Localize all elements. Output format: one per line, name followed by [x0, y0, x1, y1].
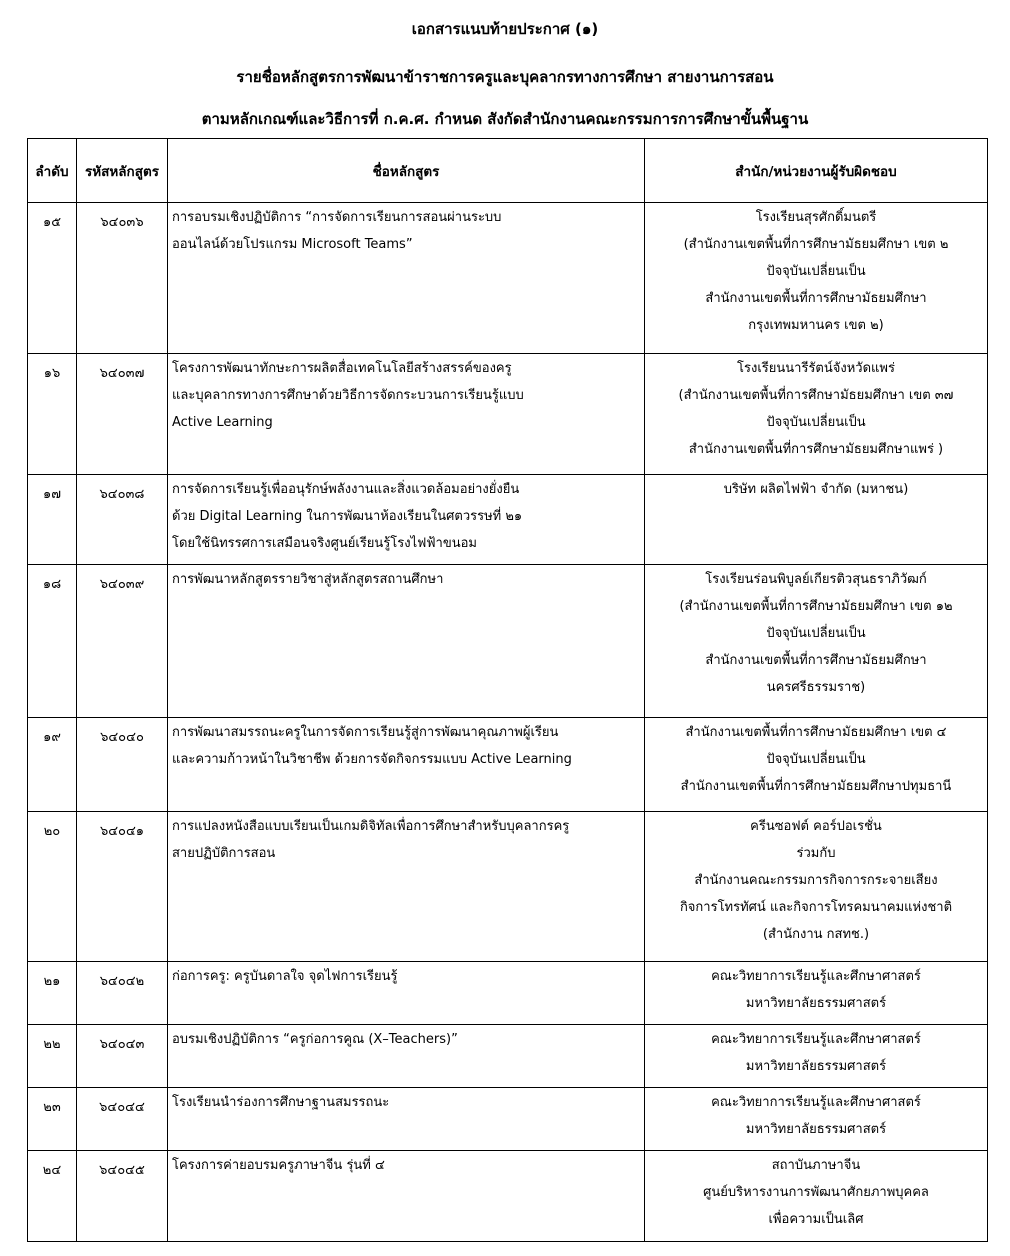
course-name-line: ก่อการครู: ครูบันดาลใจ จุดไฟการเรียนรู้: [172, 969, 398, 984]
row-number: ๑๘: [28, 565, 77, 718]
course-name-line: การพัฒนาหลักสูตรรายวิชาสู่หลักสูตรสถานศึกษา: [172, 572, 444, 587]
document-subtitle: รายชื่อหลักสูตรการพัฒนาข้าราชการครูและบุคลากรทางการศึกษา สายงานการสอน: [236, 68, 774, 86]
course-name-line: โดยใช้นิทรรศการเสมือนจริงศูนย์เรียนรู้โรงไฟฟ้าขนอม: [172, 536, 478, 551]
table-row: [28, 812, 988, 962]
agency-line: มหาวิทยาลัยธรรมศาสตร์: [745, 996, 887, 1011]
responsible-agency: [645, 354, 988, 475]
agency-line: ปัจจุบันเปลี่ยนเป็น: [766, 626, 866, 641]
table-header-row: [28, 139, 988, 203]
agency-line: นครศรีธรรมราช): [766, 680, 866, 695]
table-row: [28, 354, 988, 475]
agency-line: ศูนย์บริหารงานการพัฒนาศักยภาพบุคคล: [703, 1185, 929, 1200]
agency-line: สถาบันภาษาจีน: [771, 1158, 861, 1173]
row-number: ๑๙: [28, 718, 77, 812]
responsible-agency: [645, 1088, 988, 1151]
agency-line: ปัจจุบันเปลี่ยนเป็น: [766, 752, 866, 767]
agency-line: โรงเรียนสุรศักดิ์มนตรี: [755, 210, 877, 225]
agency-line: สำนักงานคณะกรรมการกิจการกระจายเสียง: [694, 873, 938, 888]
course-name-line: การจัดการเรียนรู้เพื่ออนุรักษ์พลังงานและสิ่งแวดล้อมอย่างยั่งยืน: [172, 482, 520, 497]
table-row: [28, 1088, 988, 1151]
course-name: [168, 812, 645, 962]
course-name-line: โครงการค่ายอบรมครูภาษาจีน รุ่นที่ ๔: [172, 1158, 385, 1173]
course-name-line: และความก้าวหน้าในวิชาชีพ ด้วยการจัดกิจกรรมแบบ Active Learning: [172, 752, 572, 767]
course-code: ๖๔๐๓๗: [77, 354, 168, 475]
table-row: [28, 203, 988, 354]
column-header-number: ลำดับ: [28, 139, 77, 203]
row-number: ๑๕: [28, 203, 77, 354]
course-code: ๖๔๐๓๖: [77, 203, 168, 354]
column-header-agency: สำนัก/หน่วยงานผู้รับผิดชอบ: [645, 139, 988, 203]
course-name: [168, 565, 645, 718]
document-subtitle-2: ตามหลักเกณฑ์และวิธีการที่ ก.ค.ศ. กำหนด สังกัดสำนักงานคณะกรรมการการศึกษาขั้นพื้นฐาน: [201, 110, 809, 128]
course-name: [168, 1151, 645, 1242]
agency-line: ปัจจุบันเปลี่ยนเป็น: [766, 264, 866, 279]
agency-line: คณะวิทยาการเรียนรู้และศึกษาศาสตร์: [711, 969, 921, 984]
course-code: ๖๔๐๔๕: [77, 1151, 168, 1242]
course-name-line: อบรมเชิงปฏิบัติการ “ครูก่อการคูณ (X–Teachers)”: [172, 1032, 458, 1047]
course-name-line: และบุคลากรทางการศึกษาด้วยวิธีการจัดกระบวนการเรียนรู้แบบ: [172, 388, 524, 403]
course-name-line: การพัฒนาสมรรถนะครูในการจัดการเรียนรู้สู่การพัฒนาคุณภาพผู้เรียน: [172, 725, 559, 740]
course-code: ๖๔๐๓๘: [77, 475, 168, 565]
course-name: [168, 1088, 645, 1151]
agency-line: สำนักงานเขตพื้นที่การศึกษามัธยมศึกษา: [705, 653, 927, 668]
course-name-line: Active Learning: [172, 415, 273, 430]
responsible-agency: [645, 475, 988, 565]
agency-line: กิจการโทรทัศน์ และกิจการโทรคมนาคมแห่งชาติ: [679, 900, 953, 915]
agency-line: (สำนักงานเขตพื้นที่การศึกษามัธยมศึกษา เขต ๒: [683, 237, 949, 252]
course-name-line: ออนไลน์ด้วยโปรแกรม Microsoft Teams”: [172, 237, 413, 252]
responsible-agency: [645, 718, 988, 812]
table-row: [28, 475, 988, 565]
agency-line: (สำนักงานเขตพื้นที่การศึกษามัธยมศึกษา เขต ๓๗: [678, 388, 954, 403]
agency-line: ปัจจุบันเปลี่ยนเป็น: [766, 415, 866, 430]
agency-line: สำนักงานเขตพื้นที่การศึกษามัธยมศึกษาปทุมธานี: [680, 779, 952, 794]
column-header-code: รหัสหลักสูตร: [77, 139, 168, 203]
agency-line: เพื่อความเป็นเลิศ: [768, 1212, 864, 1227]
row-number: ๒๓: [28, 1088, 77, 1151]
row-number: ๑๖: [28, 354, 77, 475]
course-code: ๖๔๐๔๑: [77, 812, 168, 962]
course-name-line: โรงเรียนนำร่องการศึกษาฐานสมรรถนะ: [172, 1095, 390, 1110]
course-name: [168, 203, 645, 354]
agency-line: คณะวิทยาการเรียนรู้และศึกษาศาสตร์: [711, 1032, 921, 1047]
course-code: ๖๔๐๔๒: [77, 962, 168, 1025]
row-number: ๑๗: [28, 475, 77, 565]
agency-line: มหาวิทยาลัยธรรมศาสตร์: [745, 1122, 887, 1137]
row-number: ๒๐: [28, 812, 77, 962]
table-row: [28, 1025, 988, 1088]
agency-line: คณะวิทยาการเรียนรู้และศึกษาศาสตร์: [711, 1095, 921, 1110]
responsible-agency: [645, 565, 988, 718]
course-name-line: การอบรมเชิงปฏิบัติการ “การจัดการเรียนการสอนผ่านระบบ: [172, 210, 502, 225]
course-code: ๖๔๐๔๓: [77, 1025, 168, 1088]
agency-line: โรงเรียนนารีรัตน์จังหวัดแพร่: [737, 361, 895, 376]
course-name-line: สายปฏิบัติการสอน: [172, 846, 276, 861]
course-code: ๖๔๐๓๙: [77, 565, 168, 718]
row-number: ๒๑: [28, 962, 77, 1025]
agency-line: สำนักงานเขตพื้นที่การศึกษามัธยมศึกษาแพร่ ): [688, 442, 944, 457]
responsible-agency: [645, 962, 988, 1025]
course-name: [168, 475, 645, 565]
course-name: [168, 962, 645, 1025]
course-table: [27, 138, 988, 1242]
agency-line: ร่วมกับ: [796, 846, 836, 861]
agency-line: สำนักงานเขตพื้นที่การศึกษามัธยมศึกษา เขต ๔: [685, 725, 947, 740]
course-code: ๖๔๐๔๐: [77, 718, 168, 812]
agency-line: สำนักงานเขตพื้นที่การศึกษามัธยมศึกษา: [705, 291, 927, 306]
agency-line: (สำนักงาน กสทช.): [762, 927, 870, 942]
table-row: [28, 718, 988, 812]
course-name-line: การแปลงหนังสือแบบเรียนเป็นเกมดิจิทัลเพื่อการศึกษาสำหรับบุคลากรครู: [172, 819, 570, 834]
agency-line: (สำนักงานเขตพื้นที่การศึกษามัธยมศึกษา เขต ๑๒: [679, 599, 953, 614]
row-number: ๒๒: [28, 1025, 77, 1088]
course-name: [168, 718, 645, 812]
agency-line: กรุงเทพมหานคร เขต ๒): [748, 318, 884, 333]
table-row: [28, 962, 988, 1025]
row-number: ๒๔: [28, 1151, 77, 1242]
table-body: [28, 203, 988, 1242]
agency-line: ครีนซอฟต์ คอร์ปอเรชั่น: [750, 819, 882, 834]
responsible-agency: [645, 1025, 988, 1088]
column-header-course-name: ชื่อหลักสูตร: [168, 139, 645, 203]
responsible-agency: [645, 812, 988, 962]
agency-line: มหาวิทยาลัยธรรมศาสตร์: [745, 1059, 887, 1074]
course-name-line: โครงการพัฒนาทักษะการผลิตสื่อเทคโนโลยีสร้างสรรค์ของครู: [172, 361, 512, 376]
table-row: [28, 1151, 988, 1242]
course-name: [168, 1025, 645, 1088]
course-name: [168, 354, 645, 475]
agency-line: โรงเรียนร่อนพิบูลย์เกียรติวสุนธราภิวัฒก์: [705, 572, 927, 587]
table-row: [28, 565, 988, 718]
course-name-line: ด้วย Digital Learning ในการพัฒนาห้องเรียนในศตวรรษที่ ๒๑: [172, 509, 523, 524]
responsible-agency: [645, 1151, 988, 1242]
document-title: เอกสารแนบท้ายประกาศ (๑): [411, 20, 599, 38]
responsible-agency: [645, 203, 988, 354]
agency-line: บริษัท ผลิตไฟฟ้า จำกัด (มหาชน): [723, 482, 909, 497]
course-code: ๖๔๐๔๔: [77, 1088, 168, 1151]
